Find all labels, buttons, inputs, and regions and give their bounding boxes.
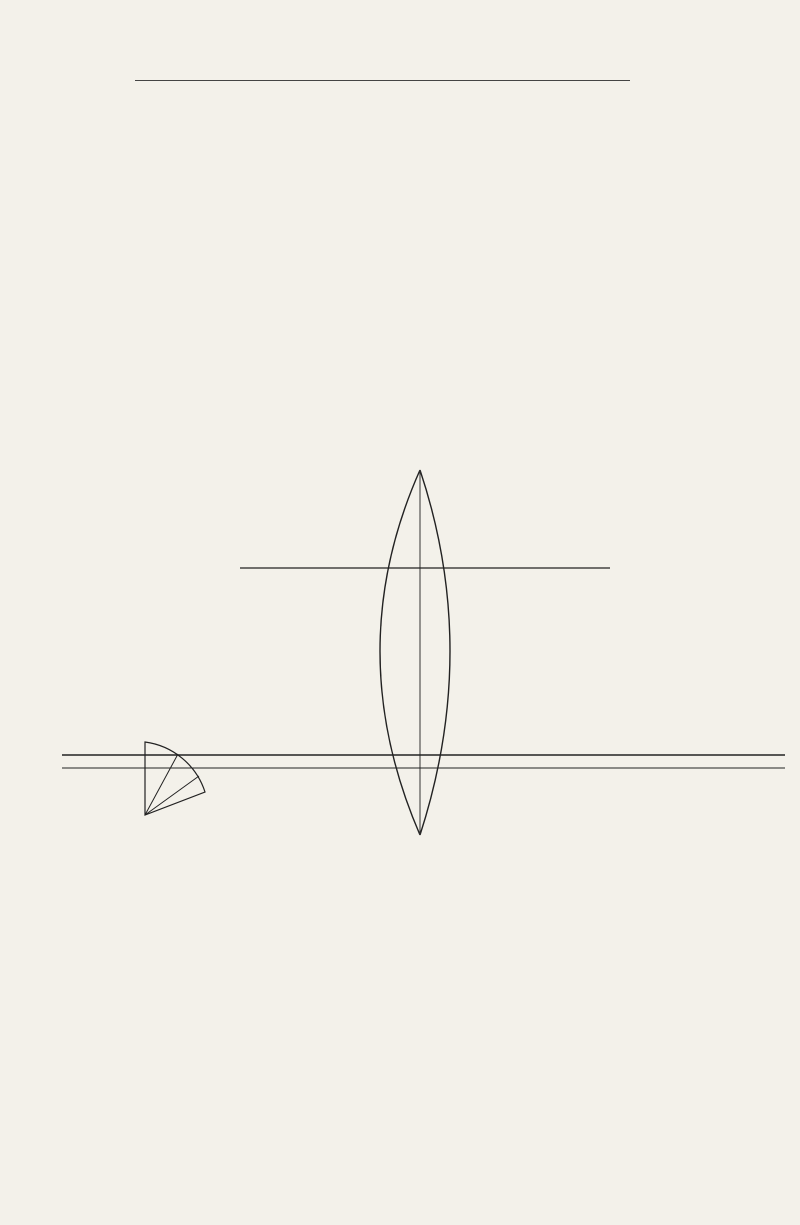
sphere-projection-diagram: [0, 440, 800, 880]
paragraph-3: [62, 1137, 702, 1141]
paragraph-1: [62, 247, 702, 251]
header-rule: [135, 80, 630, 81]
